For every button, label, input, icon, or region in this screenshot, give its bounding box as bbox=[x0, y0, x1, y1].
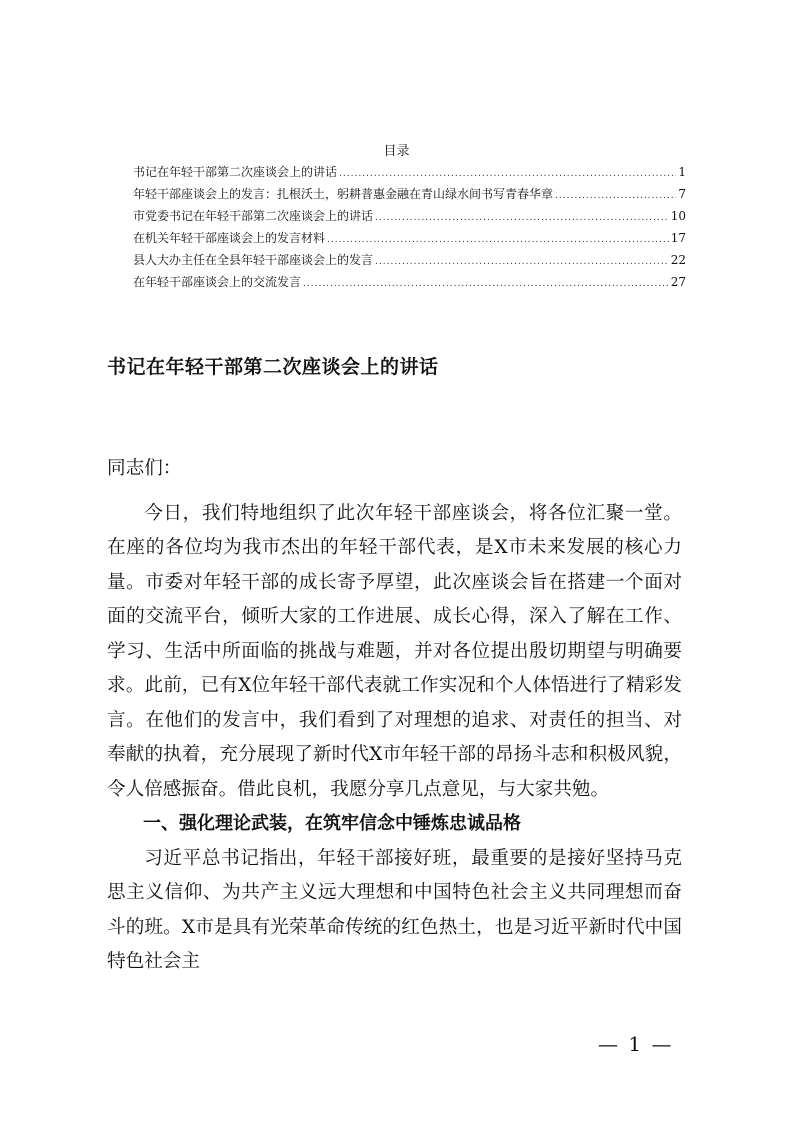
toc-leader-dots bbox=[375, 207, 669, 229]
toc-entry-page: 27 bbox=[670, 275, 686, 289]
toc-entry-title: 县人大办主任在全县年轻干部座谈会上的发言 bbox=[133, 253, 374, 267]
toc-entry-title: 在机关年轻干部座谈会上的发言材料 bbox=[133, 231, 326, 245]
toc-entry-title: 在年轻干部座谈会上的交流发言 bbox=[133, 275, 302, 289]
table-of-contents bbox=[133, 161, 686, 293]
toc-entry-page: 22 bbox=[670, 253, 686, 267]
section-paragraph: 习近平总书记指出，年轻干部接好班，最重要的是接好坚持马克思主义信仰、为共产主义远大理想和中国特色社会主义共同理想而奋斗的班。X市是具有光荣革命传统的红色热土，也是习近平新时代中国特色社会主 bbox=[107, 847, 682, 972]
toc-entry[interactable] bbox=[133, 249, 686, 271]
toc-entry[interactable] bbox=[133, 161, 686, 183]
page-number: — 1 — bbox=[598, 1032, 674, 1056]
toc-leader-dots bbox=[339, 163, 676, 185]
toc-entry-page: 17 bbox=[670, 231, 686, 245]
toc-entry-page: 7 bbox=[678, 187, 686, 201]
toc-leader-dots bbox=[303, 273, 669, 295]
toc-entry[interactable] bbox=[133, 227, 686, 249]
toc-title: 目录 bbox=[383, 144, 410, 159]
toc-leader-dots bbox=[555, 185, 676, 207]
toc-entry-page: 1 bbox=[678, 165, 686, 179]
section-heading: 一、强化理论武装，在筑牢信念中锤炼忠诚品格 bbox=[143, 813, 521, 834]
toc-entry-title: 市党委书记在年轻干部第二次座谈会上的讲话 bbox=[133, 209, 374, 223]
toc-leader-dots bbox=[327, 229, 669, 251]
toc-entry[interactable] bbox=[133, 183, 686, 205]
toc-entry-title: 书记在年轻干部第二次座谈会上的讲话 bbox=[133, 165, 338, 179]
salutation: 同志们： bbox=[107, 458, 182, 479]
document-title: 书记在年轻干部第二次座谈会上的讲话 bbox=[107, 356, 439, 378]
document-body bbox=[107, 452, 682, 980]
intro-paragraph: 今日，我们特地组织了此次年轻干部座谈会，将各位汇聚一堂。在座的各位均为我市杰出的年轻干部代表，是X市未来发展的核心力量。市委对年轻干部的成长寄予厚望，此次座谈会旨在搭建一个面对面的交流平台，倾听大家的工作进展、成长心得，深入了解在工作、学习、生活中所面临的挑战与难题，并对各位提出殷切期望与明确要求。此前，已有X位年轻干部代表就工作实况和个人体悟进行了精彩发言。在他们的发言中，我们看到了对理想的追求、对责任的担当、对奉献的执着，充分展现了新时代X市年轻干部的昂扬斗志和积极风貌，令人倍感振奋。借此良机，我愿分享几点意见，与大家共勉。 bbox=[107, 502, 682, 800]
toc-leader-dots bbox=[375, 251, 669, 273]
toc-entry[interactable] bbox=[133, 271, 686, 293]
toc-entry-title: 年轻干部座谈会上的发言：扎根沃土，躬耕普惠金融在青山绿水间书写青春华章 bbox=[133, 187, 554, 201]
toc-entry-page: 10 bbox=[670, 209, 686, 223]
toc-entry[interactable] bbox=[133, 205, 686, 227]
